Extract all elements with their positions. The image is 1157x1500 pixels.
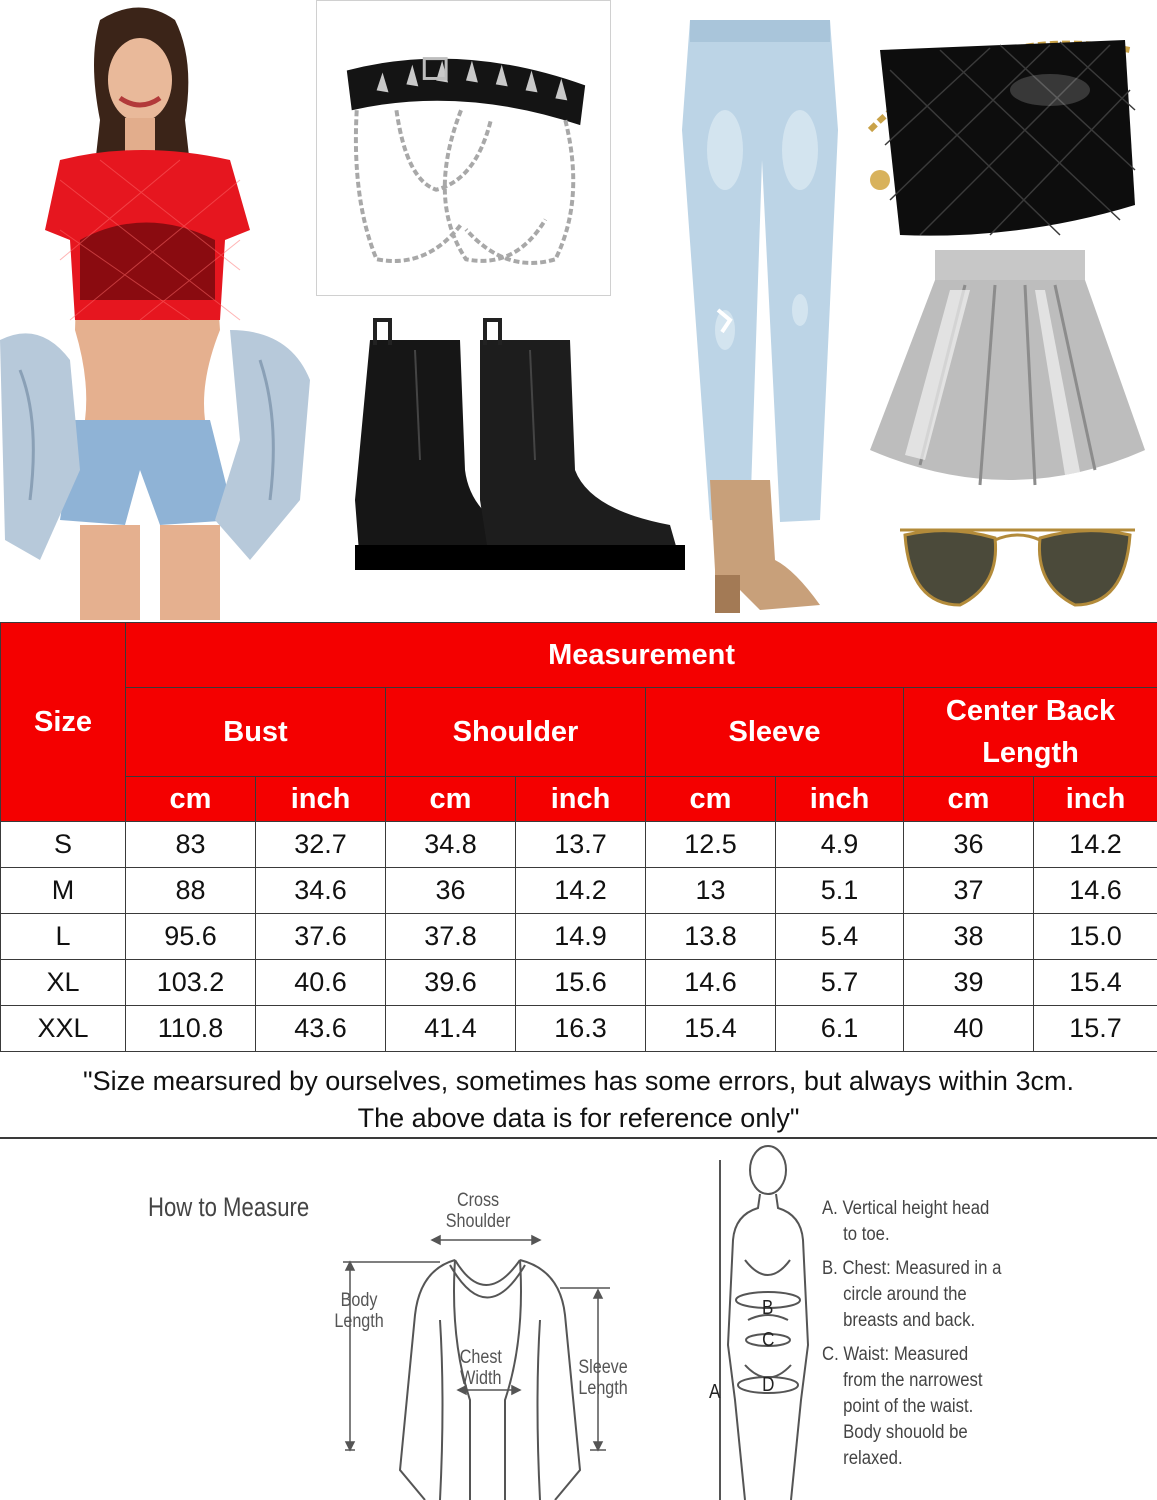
table-cell: 39: [904, 960, 1034, 1006]
table-cell: 14.6: [646, 960, 776, 1006]
step-line: relaxed.: [843, 1448, 903, 1469]
table-cell: 37.8: [386, 914, 516, 960]
ankle-boot-photo: [700, 480, 825, 615]
table-cell: 40: [904, 1006, 1034, 1052]
unit-header: cm: [126, 777, 256, 822]
step-a: [822, 1196, 1112, 1248]
sunglasses-photo: [890, 510, 1145, 615]
table-cell: 95.6: [126, 914, 256, 960]
table-cell: 13.8: [646, 914, 776, 960]
table-cell: 103.2: [126, 960, 256, 1006]
table-cell: 36: [386, 868, 516, 914]
choker-photo: [316, 0, 611, 296]
size-cell: L: [1, 914, 126, 960]
size-chart-table: [0, 622, 1157, 1052]
unit-header: cm: [646, 777, 776, 822]
unit-header: cm: [386, 777, 516, 822]
body-length-label: [334, 1290, 383, 1332]
disclaimer-line-2: The above data is for reference only": [357, 1103, 800, 1133]
table-cell: 14.2: [516, 868, 646, 914]
table-cell: 15.6: [516, 960, 646, 1006]
step-line: breasts and back.: [843, 1310, 976, 1331]
center-back-length-label: Center Back Length: [945, 695, 1116, 769]
table-cell: 5.4: [776, 914, 904, 960]
table-cell: 110.8: [126, 1006, 256, 1052]
step-b: [822, 1256, 1112, 1334]
unit-header: inch: [776, 777, 904, 822]
measure-steps: [822, 1196, 1112, 1480]
table-cell: 14.9: [516, 914, 646, 960]
boots-photo: [340, 310, 690, 590]
unit-header: inch: [256, 777, 386, 822]
table-cell: 41.4: [386, 1006, 516, 1052]
bag-photo: [860, 30, 1150, 245]
step-line: C. Waist: Measured: [822, 1344, 969, 1365]
chest-width-label-line: Chest: [459, 1347, 502, 1368]
marker-b: B: [762, 1297, 774, 1319]
marker-a: A: [709, 1381, 721, 1403]
size-cell: XXL: [1, 1006, 126, 1052]
table-row: [1, 914, 1157, 960]
table-cell: 14.2: [1034, 822, 1157, 868]
table-cell: 34.6: [256, 868, 386, 914]
cross-shoulder-label-line: Cross: [456, 1190, 500, 1211]
table-row: [1, 1006, 1157, 1052]
table-cell: 15.7: [1034, 1006, 1157, 1052]
step-c: [822, 1342, 1112, 1472]
table-cell: 5.1: [776, 868, 904, 914]
table-cell: 39.6: [386, 960, 516, 1006]
table-cell: 16.3: [516, 1006, 646, 1052]
table-cell: 6.1: [776, 1006, 904, 1052]
cross-shoulder-label-line: Shoulder: [445, 1211, 511, 1232]
sleeve-length-label-line: Length: [578, 1378, 628, 1399]
sleeve-header: Sleeve: [646, 688, 904, 777]
step-line: circle around the: [843, 1284, 967, 1305]
step-line: A. Vertical height head: [822, 1198, 990, 1219]
unit-header: inch: [1034, 777, 1157, 822]
disclaimer-line-1: "Size mearsured by ourselves, sometimes has some errors, but always within 3cm.: [83, 1066, 1074, 1096]
measurement-header: Measurement: [126, 623, 1157, 688]
product-collage: [0, 0, 1157, 622]
size-cell: XL: [1, 960, 126, 1006]
table-cell: 83: [126, 822, 256, 868]
size-cell: M: [1, 868, 126, 914]
table-cell: 15.0: [1034, 914, 1157, 960]
how-to-measure-title: How to Measure: [148, 1192, 310, 1222]
sleeve-length-label: [578, 1357, 627, 1399]
jeans-photo: [670, 10, 850, 530]
step-line: from the narrowest: [843, 1370, 983, 1391]
measurement-disclaimer: [0, 1059, 1157, 1139]
table-cell: 13.7: [516, 822, 646, 868]
marker-c: C: [762, 1329, 775, 1351]
table-cell: 37.6: [256, 914, 386, 960]
table-cell: 14.6: [1034, 868, 1157, 914]
model-photo: [0, 0, 315, 620]
table-cell: 36: [904, 822, 1034, 868]
table-cell: 15.4: [1034, 960, 1157, 1006]
skirt-photo: [865, 250, 1150, 505]
table-cell: 43.6: [256, 1006, 386, 1052]
table-cell: 12.5: [646, 822, 776, 868]
table-cell: 4.9: [776, 822, 904, 868]
table-row: [1, 822, 1157, 868]
bust-header: Bust: [126, 688, 386, 777]
size-header: Size: [1, 623, 126, 822]
shoulder-header: Shoulder: [386, 688, 646, 777]
sleeve-length-label-line: Sleeve: [578, 1357, 628, 1378]
unit-header: inch: [516, 777, 646, 822]
marker-d: D: [762, 1374, 775, 1396]
step-line: to toe.: [843, 1224, 890, 1245]
center-back-length-header: [904, 688, 1157, 777]
cross-shoulder-label: [446, 1190, 511, 1232]
table-cell: 13: [646, 868, 776, 914]
table-row: [1, 868, 1157, 914]
table-cell: 15.4: [646, 1006, 776, 1052]
table-cell: 5.7: [776, 960, 904, 1006]
table-row: [1, 960, 1157, 1006]
step-line: Body shouold be: [843, 1422, 968, 1443]
body-length-label-line: Length: [334, 1311, 384, 1332]
table-cell: 37: [904, 868, 1034, 914]
table-cell: 32.7: [256, 822, 386, 868]
table-cell: 40.6: [256, 960, 386, 1006]
size-cell: S: [1, 822, 126, 868]
chest-width-label: [460, 1347, 502, 1389]
chest-width-label-line: Width: [460, 1368, 502, 1389]
step-line: point of the waist.: [843, 1396, 974, 1417]
unit-header: cm: [904, 777, 1034, 822]
body-length-label-line: Body: [340, 1290, 378, 1311]
step-line: B. Chest: Measured in a: [822, 1258, 1002, 1279]
table-cell: 34.8: [386, 822, 516, 868]
table-cell: 38: [904, 914, 1034, 960]
table-cell: 88: [126, 868, 256, 914]
